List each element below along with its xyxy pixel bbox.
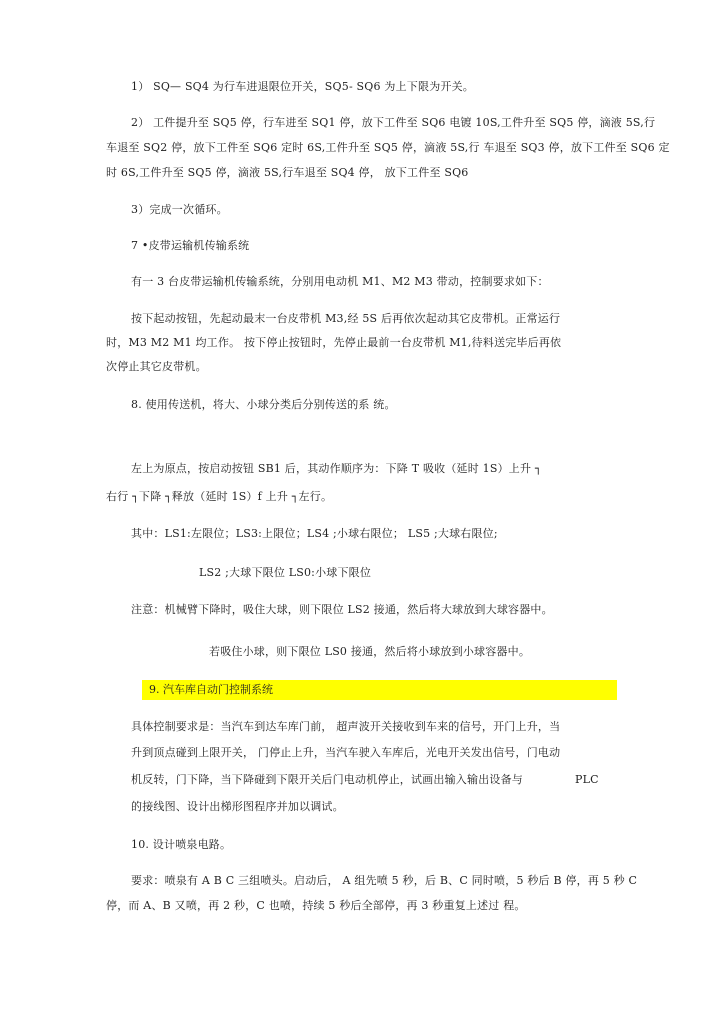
text-line-7: 有一 3 台皮带运输机传输系统，分别用电动机 M1、M2 M3 带动，控制要求如下： [131, 275, 549, 288]
text-line-13: 右行 ┐下降 ┐释放（延时 1S）f 上升 ┐左行。 [106, 490, 333, 503]
text-line-2: 2） 工件提升至 SQ5 停，行车进至 SQ1 停，放下工件至 SQ6 电镀 10S,工件升至 SQ5 停，滴液 5S,行 [131, 116, 656, 129]
text-line-19: 具体控制要求是：当汽车到达车库门前， 超声波开关接收到车来的信号，开门上升，当 [131, 720, 561, 733]
text-line-21-plc: PLC [575, 773, 599, 786]
section-heading-8: 8. 使用传送机，将大、小球分类后分别传送的系 统。 [131, 398, 396, 411]
text-line-5: 3）完成一次循环。 [131, 203, 228, 216]
text-line-8: 按下起动按钮，先起动最末一台皮带机 M3,经 5S 后再依次起动其它皮带机。正常运行 [131, 312, 561, 325]
text-line-24: 要求：喷泉有 A B C 三组喷头。启动后， A 组先喷 5 秒，后 B、C 同时喷，5 秒后 B 停，再 5 秒 C [131, 874, 638, 887]
text-line-16: 注意：机械臂下降时，吸住大球，则下限位 LS2 接通，然后将大球放到大球容器中。 [131, 603, 553, 616]
section-heading-9: 9. 汽车库自动门控制系统 [149, 683, 273, 696]
text-line-15: LS2 ;大球下限位 LS0:小球下限位 [199, 566, 372, 579]
text-line-21: 机反转，门下降，当下降碰到下限开关后门电动机停止，试画出输入输出设备与 [131, 773, 523, 786]
text-line-4: 时 6S,工件升至 SQ5 停，滴液 5S,行车退至 SQ4 停， 放下工件至 SQ6 [106, 166, 469, 179]
section-heading-10: 10. 设计喷泉电路。 [131, 838, 232, 851]
section-heading-7: 7 •皮带运输机传输系统 [131, 239, 250, 252]
text-line-22: 的接线图、设计出梯形图程序并加以调试。 [131, 800, 344, 813]
text-line-9: 时，M3 M2 M1 均工作。 按下停止按钮时，先停止最前一台皮带机 M1,待料送完毕后再依 [106, 336, 562, 349]
text-line-10: 次停止其它皮带机。 [106, 360, 207, 373]
text-line-20: 升到顶点碰到上限开关， 门停止上升，当汽车驶入车库后，光电开关发出信号，门电动 [131, 746, 561, 759]
text-line-12: 左上为原点，按启动按钮 SB1 后，其动作顺序为：下降 T 吸收（延时 1S）上升 ┐ [131, 462, 542, 475]
text-line-3: 车退至 SQ2 停，放下工件至 SQ6 定时 6S,工件升至 SQ5 停，滴液 5S,行 车退至 SQ3 停，放下工件至 SQ6 定 [106, 141, 670, 154]
text-line-25: 停，而 A、B 又喷，再 2 秒，C 也喷，持续 5 秒后全部停，再 3 秒重复上述过 程。 [106, 899, 526, 912]
text-line-14: 其中：LS1:左限位；LS3:上限位；LS4 ;小球右限位； LS5 ;大球右限位; [131, 527, 498, 540]
text-line-17: 若吸住小球，则下限位 LS0 接通，然后将小球放到小球容器中。 [209, 645, 531, 658]
text-line-1: 1） SQ— SQ4 为行车进退限位开关，SQ5- SQ6 为上下限为开关。 [131, 80, 475, 93]
